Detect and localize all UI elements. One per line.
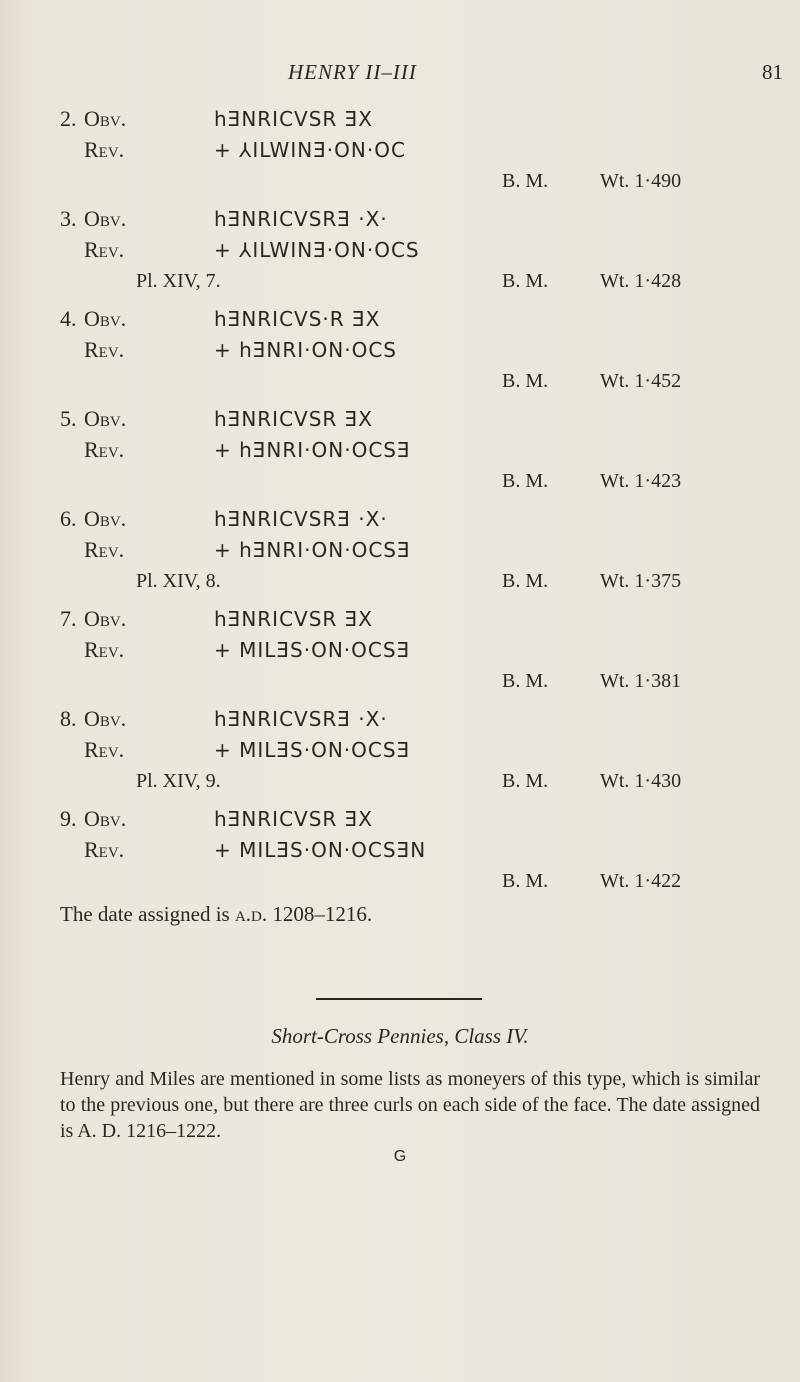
signature-mark: G (393, 1148, 407, 1165)
collection-label: B. M. (502, 270, 549, 292)
reverse-label: Rev. (84, 337, 125, 362)
obverse-legend: hƎNRICVSR ƎX (214, 807, 374, 831)
entry-obverse-line (0, 104, 800, 134)
obverse-legend: hƎNRICVSRƎ ·X· (214, 707, 388, 731)
entry-obverse-line (0, 204, 800, 234)
weight-value: Wt. 1·452 (600, 370, 682, 392)
date-note-range: 1208–1216. (267, 902, 373, 926)
obverse-legend: hƎNRICVSR ƎX (214, 407, 374, 431)
entry-reference-line (0, 166, 800, 196)
weight-value: Wt. 1·490 (600, 170, 682, 192)
section-heading: Short-Cross Pennies, Class IV. (271, 1024, 529, 1048)
entry-number: 4. (60, 306, 77, 331)
reverse-label: Rev. (84, 237, 125, 262)
entry-obverse-line (0, 704, 800, 734)
page-header (0, 60, 800, 90)
entry-number: 3. (60, 206, 77, 231)
weight-value: Wt. 1·423 (600, 470, 682, 492)
entry-obverse-line (0, 604, 800, 634)
date-note-era: a.d. (234, 902, 268, 926)
weight-value: Wt. 1·375 (600, 570, 682, 592)
collection-label: B. M. (502, 770, 549, 792)
entry-reverse-line (0, 135, 800, 165)
entry-reverse-line (0, 535, 800, 565)
entry-reverse-line (0, 435, 800, 465)
entry-reverse-line (0, 835, 800, 865)
entry-reference-line (0, 766, 800, 796)
obverse-legend: hƎNRICVS·R ƎX (214, 307, 381, 331)
reverse-legend: + MILƎS·ON·OCSƎ (214, 738, 411, 762)
reverse-legend: + hƎNRI·ON·OCSƎ (214, 538, 411, 562)
obverse-legend: hƎNRICVSR ƎX (214, 107, 374, 131)
reverse-legend: + ⅄ILWINƎ·ON·OCS (214, 238, 420, 262)
date-note (60, 902, 372, 927)
running-title: HENRY II–III (288, 60, 417, 84)
collection-label: B. M. (502, 370, 549, 392)
reverse-label: Rev. (84, 137, 125, 162)
weight-value: Wt. 1·422 (600, 870, 682, 892)
obverse-legend: hƎNRICVSRƎ ·X· (214, 207, 388, 231)
weight-value: Wt. 1·381 (600, 670, 682, 692)
entry-reference-line (0, 666, 800, 696)
entry-obverse-line (0, 304, 800, 334)
entry-obverse-line (0, 804, 800, 834)
section-divider (316, 998, 482, 1000)
reverse-legend: + MILƎS·ON·OCSƎ (214, 638, 411, 662)
reverse-legend: + MILƎS·ON·OCSƎN (214, 838, 427, 862)
reverse-label: Rev. (84, 837, 125, 862)
reverse-label: Rev. (84, 437, 125, 462)
obverse-label: Obv. (84, 306, 127, 331)
date-note-text: The date assigned is (60, 902, 235, 926)
obverse-label: Obv. (84, 806, 127, 831)
obverse-legend: hƎNRICVSR ƎX (214, 607, 374, 631)
entry-reference-line (0, 466, 800, 496)
reverse-label: Rev. (84, 637, 125, 662)
weight-value: Wt. 1·430 (600, 770, 682, 792)
entry-obverse-line (0, 504, 800, 534)
collection-label: B. M. (502, 170, 549, 192)
collection-label: B. M. (502, 870, 549, 892)
reverse-label: Rev. (84, 737, 125, 762)
obverse-label: Obv. (84, 206, 127, 231)
obverse-label: Obv. (84, 106, 127, 131)
entry-reverse-line (0, 335, 800, 365)
obverse-label: Obv. (84, 606, 127, 631)
collection-label: B. M. (502, 470, 549, 492)
reverse-label: Rev. (84, 537, 125, 562)
entry-number: 2. (60, 106, 77, 131)
entry-reference-line (0, 866, 800, 896)
plate-reference: Pl. XIV, 9. (136, 770, 221, 792)
entry-reference-line (0, 266, 800, 296)
obverse-label: Obv. (84, 706, 127, 731)
reverse-legend: + hƎNRI·ON·OCSƎ (214, 438, 411, 462)
plate-reference: Pl. XIV, 8. (136, 570, 221, 592)
entry-number: 6. (60, 506, 77, 531)
obverse-legend: hƎNRICVSRƎ ·X· (214, 507, 388, 531)
entry-reference-line (0, 366, 800, 396)
entry-reverse-line (0, 635, 800, 665)
obverse-label: Obv. (84, 506, 127, 531)
section-paragraph: Henry and Miles are mentioned in some lists as moneyers of this type, which is similar to the previous one, but there are three curls on each side of the face. The date assigned is A. D. 1216–1222. (60, 1068, 760, 1142)
reverse-legend: + ⅄ILWINƎ·ON·OC (214, 138, 406, 162)
page-number: 81 (762, 60, 783, 84)
entry-obverse-line (0, 404, 800, 434)
entry-number: 9. (60, 806, 77, 831)
obverse-label: Obv. (84, 406, 127, 431)
collection-label: B. M. (502, 670, 549, 692)
plate-reference: Pl. XIV, 7. (136, 270, 221, 292)
collection-label: B. M. (502, 570, 549, 592)
reverse-legend: + hƎNRI·ON·OCS (214, 338, 398, 362)
entry-reference-line (0, 566, 800, 596)
entry-reverse-line (0, 235, 800, 265)
entry-number: 5. (60, 406, 77, 431)
entry-number: 7. (60, 606, 77, 631)
entry-reverse-line (0, 735, 800, 765)
entry-number: 8. (60, 706, 77, 731)
weight-value: Wt. 1·428 (600, 270, 682, 292)
